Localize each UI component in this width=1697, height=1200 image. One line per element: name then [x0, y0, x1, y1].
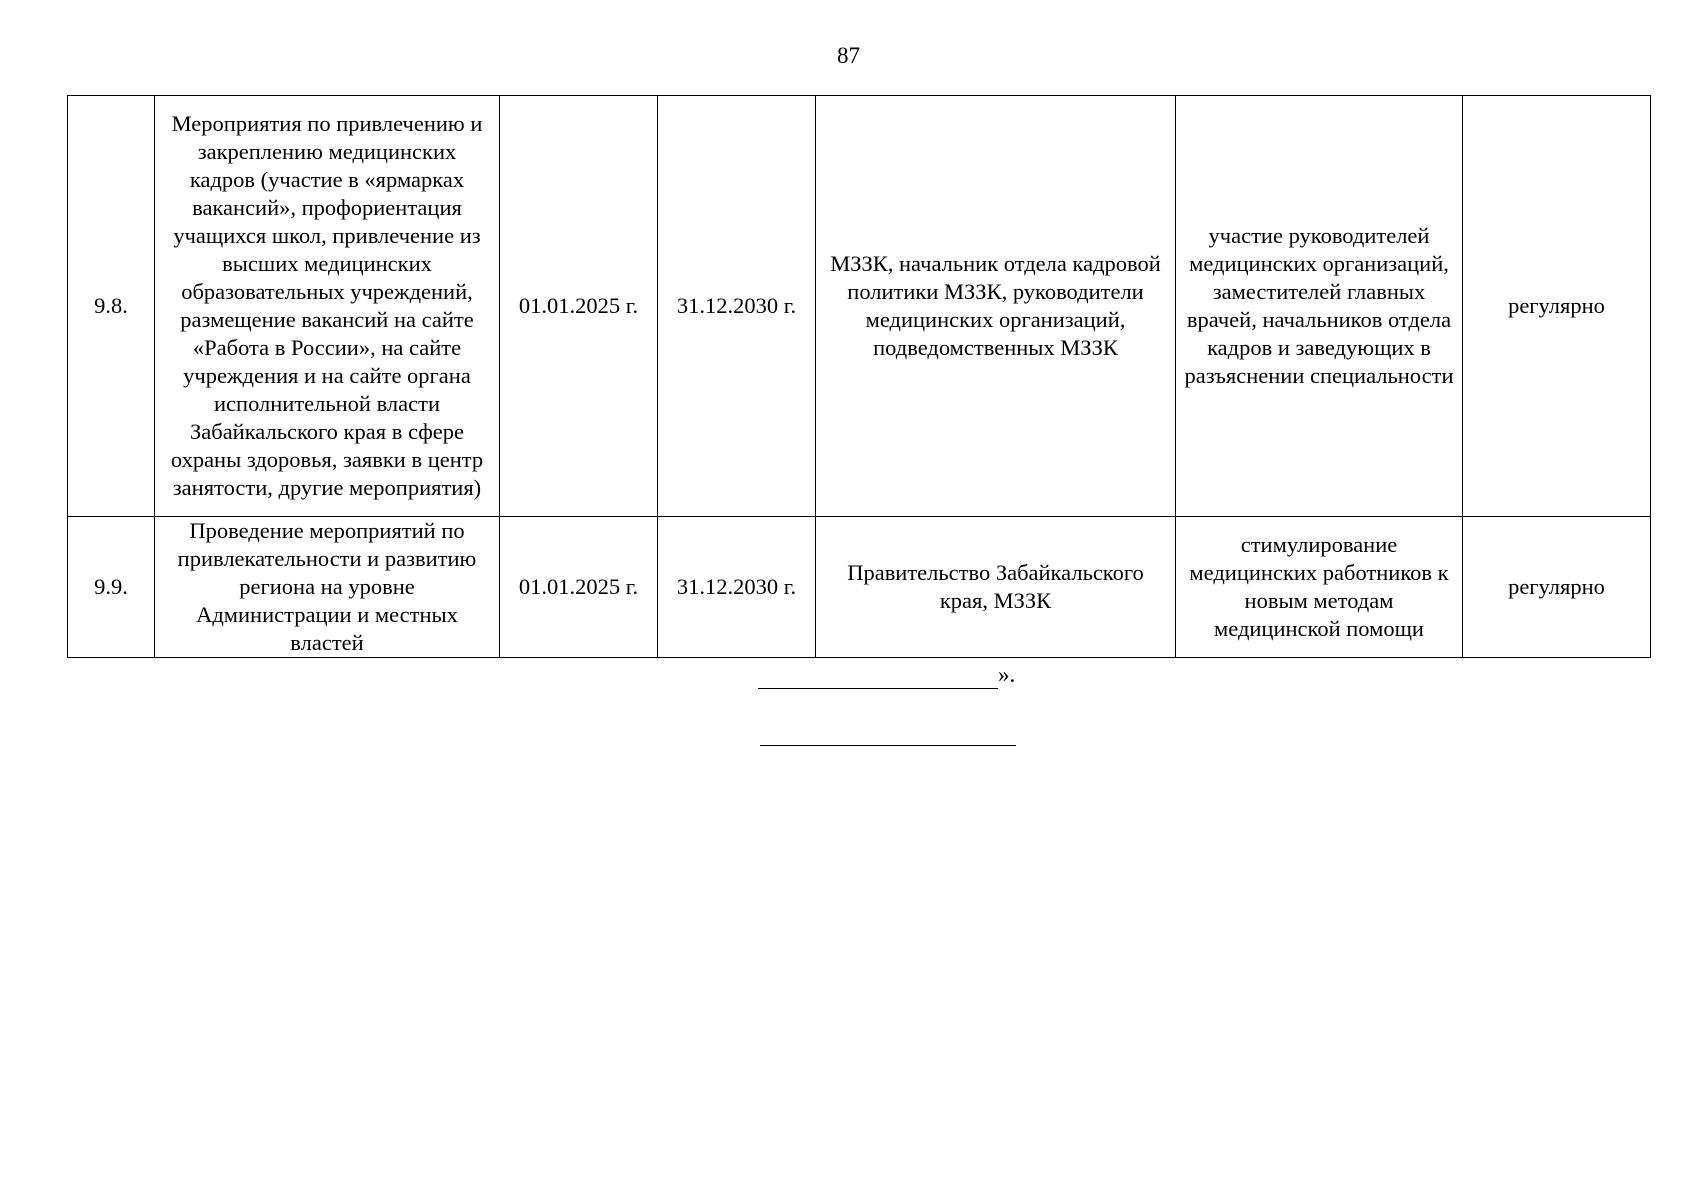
frequency: регулярно: [1463, 96, 1651, 517]
end-separator-line: [760, 745, 1016, 746]
table-row: [68, 517, 1651, 658]
end-date: 31.12.2030 г.: [658, 517, 816, 658]
start-date: 01.01.2025 г.: [500, 96, 658, 517]
responsible: МЗЗК, начальник отдела кадровой политики МЗЗК, руководители медицинских организаций, подведомственных МЗЗК: [816, 96, 1176, 517]
responsible: Правительство Забайкальского края, МЗЗК: [816, 517, 1176, 658]
table-row: [68, 96, 1651, 517]
activities-table: [67, 95, 1651, 658]
row-number: 9.9.: [68, 517, 155, 658]
page-number: 87: [837, 43, 860, 68]
frequency: регулярно: [1463, 517, 1651, 658]
event-name: Мероприятия по привлечению и закреплению медицинских кадров (участие в «ярмарках вакансий», профориентация учащихся школ, привлечение из высших медицинских образовательных учреждений, размещение вакансий на сайте «Работа в России», на сайте учреждения и на сайте органа исполнительной власти Забайкальского края в сфере охраны здоровья, заявки в центр занятости, другие мероприятия): [155, 96, 500, 517]
expected-result: стимулирование медицинских работников к новым методам медицинской помощи: [1176, 517, 1463, 658]
row-number: 9.8.: [68, 96, 155, 517]
closing-underline: [758, 688, 998, 689]
expected-result: участие руководителей медицинских организаций, заместителей главных врачей, начальников отдела кадров и заведующих в разъяснении специальности: [1176, 96, 1463, 517]
start-date: 01.01.2025 г.: [500, 517, 658, 658]
end-date: 31.12.2030 г.: [658, 96, 816, 517]
event-name: Проведение мероприятий по привлекательности и развитию региона на уровне Администрации и местных властей: [155, 517, 500, 658]
closing-quote: ».: [998, 662, 1016, 687]
